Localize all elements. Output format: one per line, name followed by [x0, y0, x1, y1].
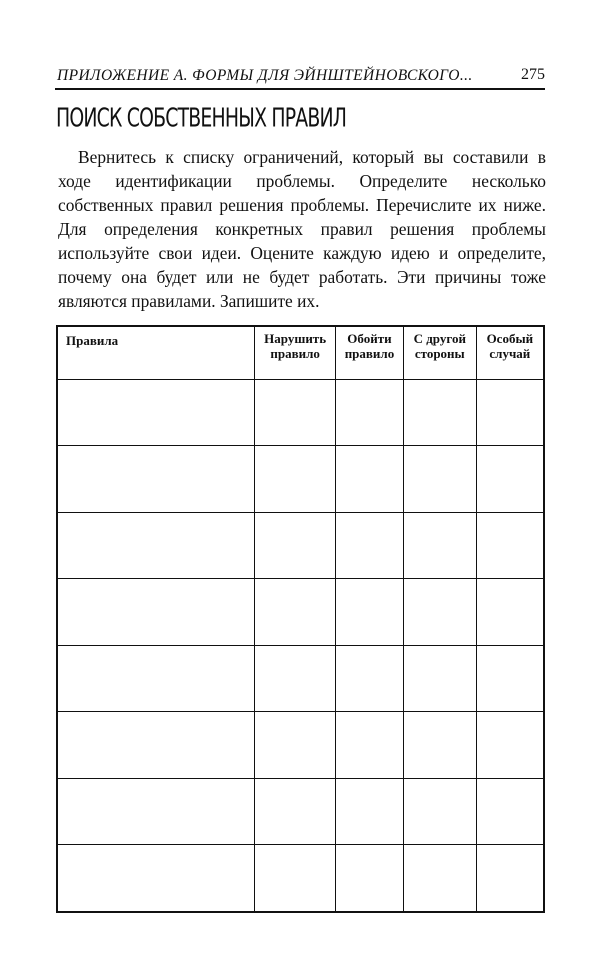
table-cell[interactable]	[255, 579, 336, 645]
instructions-paragraph: Вернитесь к списку ограничений, который вы составили в ходе идентификации проблемы. Определите несколько собственных правил решения проблемы. Перечислите их ниже. Для определения конкретных правил решения проблемы используйте свои идеи. Оцените каждую идею и определите, почему она будет или не будет работать. Эти причины тоже являются правилами. Запишите их.	[58, 147, 546, 311]
running-header	[55, 64, 545, 90]
table-cell[interactable]	[336, 778, 404, 844]
table-cell[interactable]	[476, 579, 544, 645]
rule-cell[interactable]	[57, 579, 255, 645]
table-row	[57, 512, 544, 578]
table-cell[interactable]	[336, 446, 404, 512]
rule-cell[interactable]	[57, 778, 255, 844]
rule-cell[interactable]	[57, 512, 255, 578]
rules-table	[56, 325, 545, 913]
table-row	[57, 645, 544, 711]
running-title: ПРИЛОЖЕНИЕ А. ФОРМЫ ДЛЯ ЭЙНШТЕЙНОВСКОГО...	[57, 67, 473, 84]
table-row	[57, 845, 544, 912]
table-cell[interactable]	[255, 446, 336, 512]
table-cell[interactable]	[403, 446, 476, 512]
table-cell[interactable]	[403, 380, 476, 446]
table-row	[57, 446, 544, 512]
table-cell[interactable]	[336, 645, 404, 711]
table-cell[interactable]	[403, 512, 476, 578]
table-cell[interactable]	[255, 712, 336, 778]
table-cell[interactable]	[403, 712, 476, 778]
table-cell[interactable]	[403, 778, 476, 844]
table-cell[interactable]	[403, 845, 476, 912]
table-cell[interactable]	[255, 512, 336, 578]
table-cell[interactable]	[476, 446, 544, 512]
table-cell[interactable]	[476, 712, 544, 778]
table-cell[interactable]	[403, 645, 476, 711]
table-row	[57, 380, 544, 446]
table-cell[interactable]	[476, 512, 544, 578]
table-cell[interactable]	[255, 380, 336, 446]
table-cell[interactable]	[476, 645, 544, 711]
rule-cell[interactable]	[57, 645, 255, 711]
table-cell[interactable]	[476, 778, 544, 844]
table-cell[interactable]	[336, 579, 404, 645]
table-cell[interactable]	[336, 512, 404, 578]
table-cell[interactable]	[255, 845, 336, 912]
rule-cell[interactable]	[57, 446, 255, 512]
table-row	[57, 778, 544, 844]
table-cell[interactable]	[255, 645, 336, 711]
column-header-rules: Правила	[57, 326, 255, 380]
column-header-special-case: Особый случай	[476, 326, 544, 380]
table-cell[interactable]	[403, 579, 476, 645]
column-header-other-side: С другой стороны	[403, 326, 476, 380]
column-header-break-rule: Нарушить правило	[255, 326, 336, 380]
table-header-row	[57, 326, 544, 380]
column-header-bypass-rule: Обойти правило	[336, 326, 404, 380]
rule-cell[interactable]	[57, 712, 255, 778]
page-number: 275	[521, 66, 545, 83]
table-cell[interactable]	[336, 845, 404, 912]
rule-cell[interactable]	[57, 380, 255, 446]
table-cell[interactable]	[476, 845, 544, 912]
rule-cell[interactable]	[57, 845, 255, 912]
table-cell[interactable]	[476, 380, 544, 446]
table-cell[interactable]	[255, 778, 336, 844]
table-cell[interactable]	[336, 712, 404, 778]
section-title: ПОИСК СОБСТВЕННЫХ ПРАВИЛ	[56, 104, 347, 134]
table-cell[interactable]	[336, 380, 404, 446]
table-row	[57, 579, 544, 645]
table-row	[57, 712, 544, 778]
